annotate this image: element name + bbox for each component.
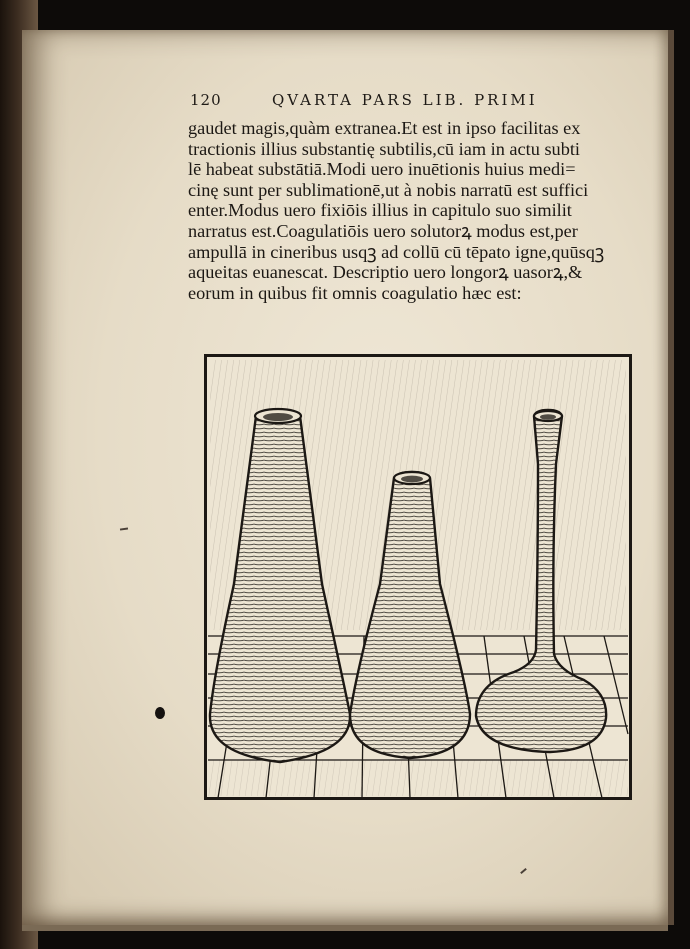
text-line: lē habeat substātiā.Modi uero inuētionis huius medi= xyxy=(188,159,576,180)
text-line: tractionis illius substantię subtilis,cū iam in actu subti xyxy=(188,138,580,159)
text-line: enter.Modus uero fixiōis illius in capitulo suo similit xyxy=(188,200,572,221)
text-line: cinę sunt per sublimationē,ut à nobis narratū est suffici xyxy=(188,179,589,200)
ink-blot xyxy=(155,707,165,719)
text-line: gaudet magis,quàm extranea.Et est in ipso facilitas ex xyxy=(188,118,581,138)
text-line: narratus est.Coagulatiōis uero solutorꝝ modus est,per xyxy=(188,220,578,241)
text-line: ampullā in cineribus usqꝫ ad collū cū tēpato igne,quūsqꝫ xyxy=(188,241,605,262)
running-title: QVARTA PARS LIB. PRIMI xyxy=(272,91,538,109)
text-line: eorum in quibus fit omnis coagulatio hæc est: xyxy=(188,282,522,303)
woodcut-illustration xyxy=(204,354,632,800)
page-edge-right xyxy=(668,30,674,925)
text-line: aqueitas euanescat. Descriptio uero longorꝝ uasorꝝ,& xyxy=(188,262,583,283)
running-header xyxy=(190,89,630,111)
page-edge-bottom xyxy=(22,925,668,931)
page-number: 120 xyxy=(190,91,222,109)
body-text xyxy=(188,118,648,303)
